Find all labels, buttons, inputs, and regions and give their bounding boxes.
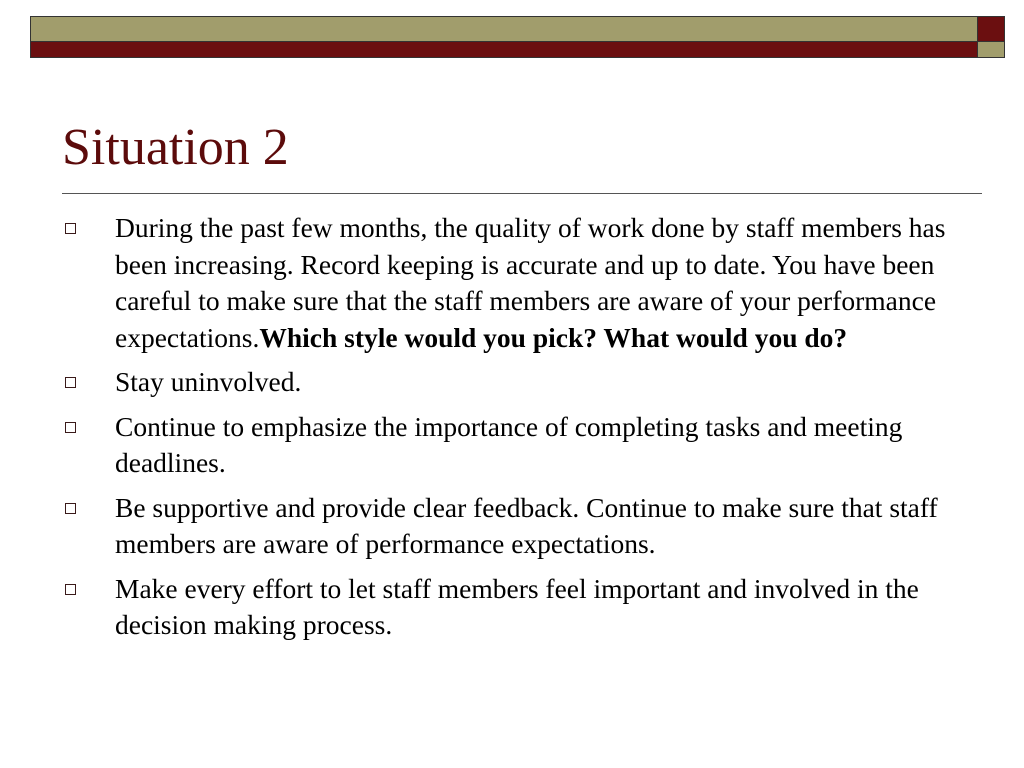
hollow-square-icon [65,503,76,514]
bullet-question: Which style would you pick? What would you do? [259,321,848,353]
bullet-text: Make every effort to let staff members feel important and involved in the decision making process. [115,572,919,640]
bullet-text: Continue to emphasize the importance of completing tasks and meeting deadlines. [115,410,903,478]
bullet-item [62,210,972,356]
title-divider [62,193,982,194]
hollow-square-icon [65,223,76,234]
hollow-square-icon [65,377,76,388]
bullet-item [62,409,972,482]
hollow-square-icon [65,584,76,595]
slide-title: Situation 2 [62,119,289,176]
hollow-square-icon [65,422,76,433]
header-maroon-bar [30,42,978,58]
bullet-list [62,210,972,652]
header-maroon-square [978,16,1005,42]
bullet-text: Stay uninvolved. [115,366,302,397]
header-olive-square [978,42,1005,58]
bullet-item [62,364,972,401]
bullet-item [62,490,972,563]
bullet-text: During the past few months, the quality of work done by staff members has been increasing. Record keeping is accurate and up to date. You have been careful to make sure that the staff members are aware of your performance expectations. [115,212,946,353]
bullet-item [62,571,972,644]
header-olive-bar [30,16,978,42]
bullet-text: Be supportive and provide clear feedback. Continue to make sure that staff members are aware of performance expectations. [115,491,938,559]
